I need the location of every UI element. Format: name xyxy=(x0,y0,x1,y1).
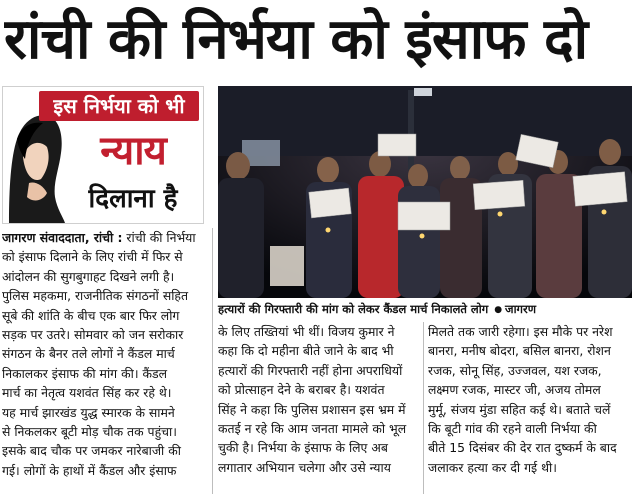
column-line: के लिए तख्तियां भी थीं। विजय कुमार ने xyxy=(218,324,395,339)
column-line: गई। लोगों के हाथों में कैंडल और इंसाफ xyxy=(2,462,177,478)
candle-march-photo xyxy=(218,86,632,298)
column-divider xyxy=(423,322,424,494)
column-line: आंदोलन की सुगबुगाहट दिखने लगी है। xyxy=(2,268,175,284)
column-line: बीते 15 दिसंबर की देर रात दुष्कर्म के बाद xyxy=(428,440,617,456)
promo-box xyxy=(2,86,204,224)
column-line: लक्ष्मण रजक, मास्टर जी, अजय तोमल xyxy=(428,382,601,398)
caption-text: हत्यारों की गिरफ्तारी की मांग को लेकर कैंडल मार्च निकालते लोग xyxy=(218,302,489,316)
column-line: इसके बाद चौक पर जमकर नारेबाजी की xyxy=(2,443,181,459)
column-line: से निकलकर बूटी मोड़ चौक तक पहुंचा। xyxy=(2,423,177,439)
column-line: पुलिस महकमा, राजनीतिक संगठनों सहित xyxy=(2,288,189,304)
promo-bottom-label: दिलाना है xyxy=(88,184,178,214)
photo-credit: ● जागरण xyxy=(494,302,536,316)
column-line: सिंह ने कहा कि पुलिस प्रशासन इस भ्रम में xyxy=(218,401,406,417)
promo-top-label: इस निर्भया को भी xyxy=(39,91,199,121)
column-line: सड़क पर उतरे। सोमवार को जन सरोकार xyxy=(2,326,184,342)
column-line: कतई न रहे कि आम जनता मामले को भूल xyxy=(218,420,407,436)
column-line: रजक, सोनू सिंह, उज्जवल, यश रजक, xyxy=(428,362,602,378)
news-photo xyxy=(218,86,632,298)
column-line: संगठन के बैनर तले लोगों ने कैंडल मार्च xyxy=(2,346,175,362)
column-line: मार्च का नेतृत्व यशवंत सिंह कर रहे थे। xyxy=(2,385,172,401)
column-line: सूबे की शांति के बीच एक बार फिर लोग xyxy=(2,307,180,323)
column-line: चुकी है। निर्भया के इंसाफ के लिए अब xyxy=(218,440,388,456)
article-column-3 xyxy=(428,322,632,477)
column-divider xyxy=(212,228,213,494)
column-line: कि बूटी गांव की रहने वाली निर्भया की xyxy=(428,420,597,436)
article-column-2 xyxy=(218,322,418,477)
column-line: मुर्मू, संजय मुंडा सहित कई थे। बताते चलें xyxy=(428,401,611,417)
column-line: निकालकर इंसाफ की मांग की। कैंडल xyxy=(2,365,167,381)
column-line: जलाकर हत्या कर दी गई थी। xyxy=(428,459,557,475)
column-line: को इंसाफ दिलाने के लिए रांची में फिर से xyxy=(2,249,183,265)
article-column-1 xyxy=(2,228,206,480)
headline: रांची की निर्भया को इंसाफ दो xyxy=(4,7,588,72)
column-line: बानरा, मनीष बोदरा, बसिल बानरा, रोशन xyxy=(428,343,611,359)
column-line: कहा कि दो महीना बीते जाने के बाद भी xyxy=(218,343,394,359)
column-line: यह मार्च झारखंड युद्ध स्मारक के सामने xyxy=(2,404,175,420)
column-line: जागरण संवाददाता, रांची : रांची की निर्भया xyxy=(2,230,196,245)
photo-caption xyxy=(218,300,632,318)
column-line: लगातार अभियान चलेगा और उसे न्याय xyxy=(218,459,391,475)
column-line: हत्यारों की गिरफ्तारी नहीं होना अपराधियों xyxy=(218,362,403,378)
promo-big-label: न्याय xyxy=(100,128,166,174)
dateline: जागरण संवाददाता, रांची : xyxy=(2,230,123,245)
column-line: मिलते तक जारी रहेगा। इस मौके पर नरेश xyxy=(428,324,613,339)
column-line: को प्रोत्साहन देने के बराबर है। यशवंत xyxy=(218,382,385,398)
